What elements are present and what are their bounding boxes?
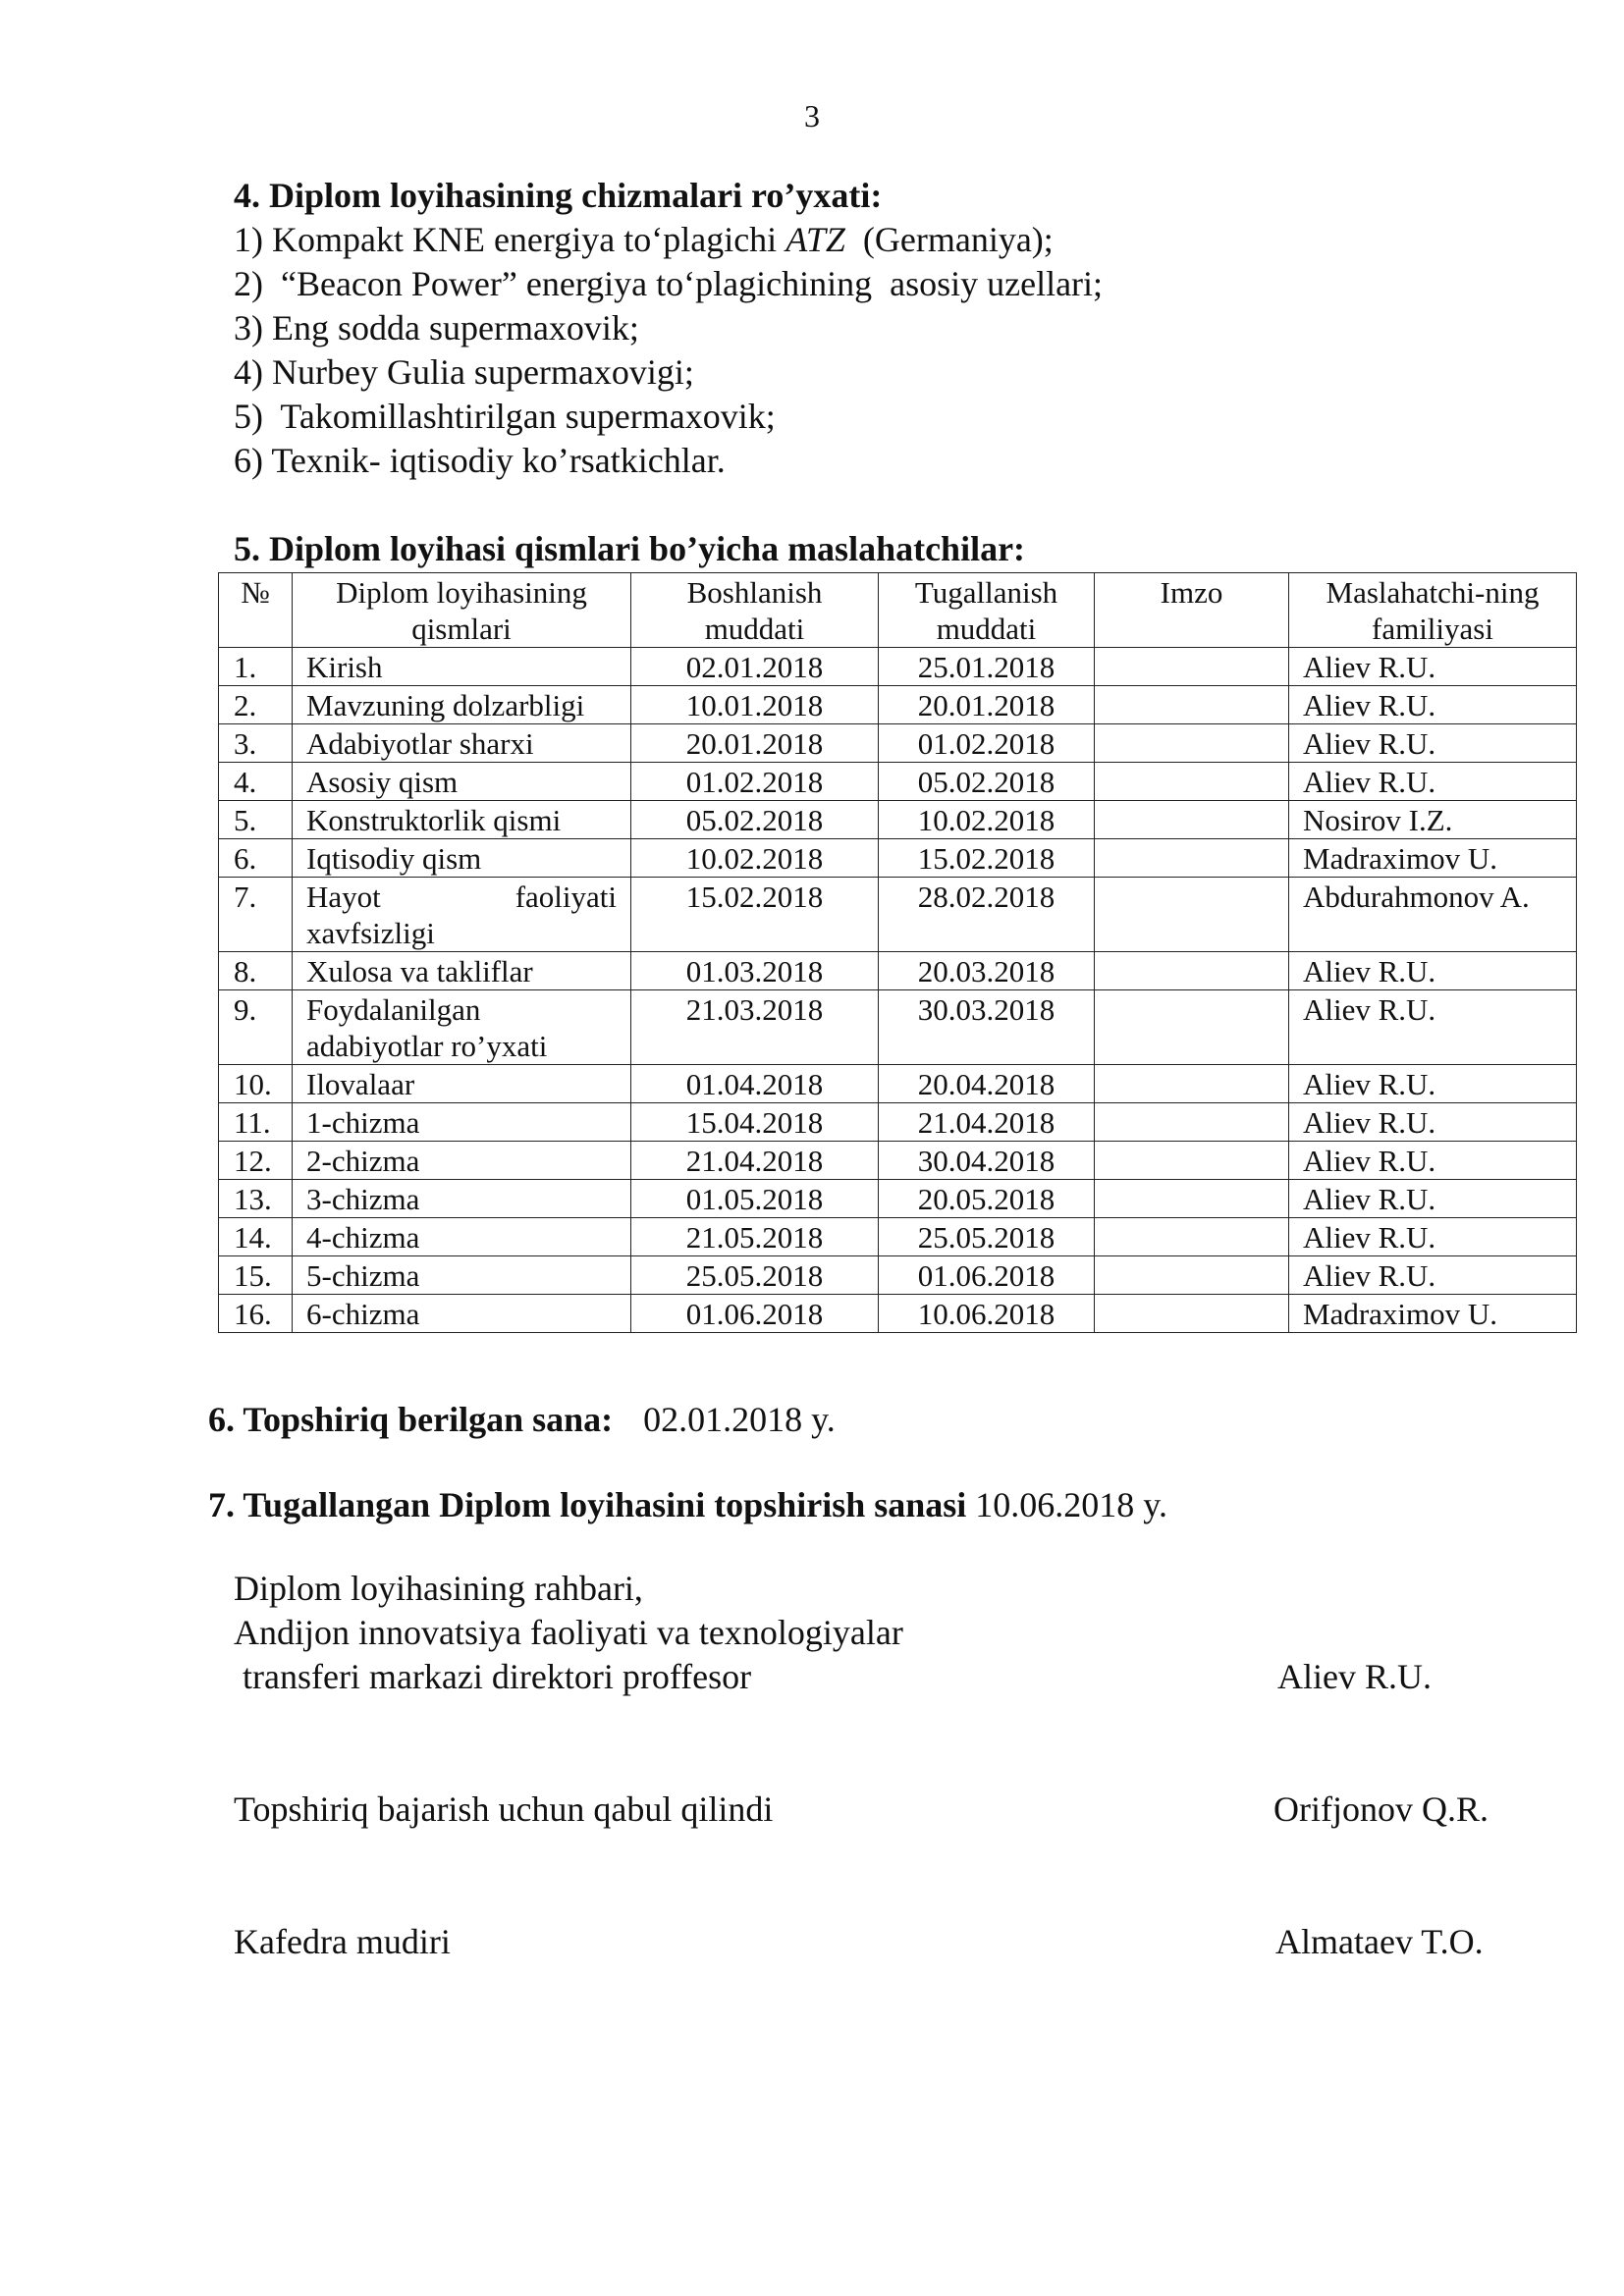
row-part: Xulosa va takliflar bbox=[293, 952, 631, 990]
row-number: 3. bbox=[219, 724, 293, 763]
table-row bbox=[219, 990, 1577, 1065]
row-part: 3-chizma bbox=[293, 1180, 631, 1218]
row-end-date: 20.04.2018 bbox=[879, 1065, 1095, 1103]
row-end-date: 25.01.2018 bbox=[879, 648, 1095, 686]
supervisor-title-1: Diplom loyihasining rahbari, bbox=[234, 1569, 643, 1608]
row-end-date: 21.04.2018 bbox=[879, 1103, 1095, 1142]
table-row bbox=[219, 1218, 1577, 1256]
section-5-title: 5. Diplom loyihasi qismlari bo’yicha maslahatchilar: bbox=[234, 529, 1026, 568]
row-part: Adabiyotlar sharxi bbox=[293, 724, 631, 763]
table-row bbox=[219, 1065, 1577, 1103]
row-consultant: Aliev R.U. bbox=[1289, 648, 1577, 686]
row-start-date: 01.05.2018 bbox=[631, 1180, 879, 1218]
table-row bbox=[219, 801, 1577, 839]
supervisor-title-3: transferi markazi direktori proffesor bbox=[234, 1657, 752, 1696]
row-part: Ilovalaar bbox=[293, 1065, 631, 1103]
row-signature bbox=[1095, 878, 1289, 952]
row-consultant: Madraximov U. bbox=[1289, 839, 1577, 878]
row-consultant: Aliev R.U. bbox=[1289, 1065, 1577, 1103]
header-start: Boshlanish muddati bbox=[631, 573, 879, 648]
row-end-date: 20.05.2018 bbox=[879, 1180, 1095, 1218]
page-number: 3 bbox=[804, 98, 820, 133]
row-consultant: Aliev R.U. bbox=[1289, 1218, 1577, 1256]
table-row bbox=[219, 1142, 1577, 1180]
issue-date-line bbox=[208, 1399, 836, 1440]
row-start-date: 10.02.2018 bbox=[631, 839, 879, 878]
row-signature bbox=[1095, 1180, 1289, 1218]
row-end-date: 30.04.2018 bbox=[879, 1142, 1095, 1180]
row-part: Iqtisodiy qism bbox=[293, 839, 631, 878]
row-end-date: 05.02.2018 bbox=[879, 763, 1095, 801]
consultants-table bbox=[218, 572, 1577, 1333]
row-start-date: 01.04.2018 bbox=[631, 1065, 879, 1103]
row-part: Foydalanilgan adabiyotlar ro’yxati bbox=[293, 990, 631, 1065]
row-number: 6. bbox=[219, 839, 293, 878]
row-part: Asosiy qism bbox=[293, 763, 631, 801]
row-number: 4. bbox=[219, 763, 293, 801]
row-end-date: 01.02.2018 bbox=[879, 724, 1095, 763]
table-row bbox=[219, 952, 1577, 990]
row-part: 4-chizma bbox=[293, 1218, 631, 1256]
row-part: Hayot faoliyati xavfsizligi bbox=[293, 878, 631, 952]
table-row bbox=[219, 648, 1577, 686]
drawing-list-item: 5) Takomillashtirilgan supermaxovik; bbox=[234, 397, 776, 436]
row-consultant: Aliev R.U. bbox=[1289, 686, 1577, 724]
supervisor-title-2: Andijon innovatsiya faoliyati va texnologiyalar bbox=[234, 1613, 903, 1652]
row-start-date: 21.04.2018 bbox=[631, 1142, 879, 1180]
issue-date-label: 6. Topshiriq berilgan sana: bbox=[208, 1400, 614, 1439]
row-number: 1. bbox=[219, 648, 293, 686]
accepted-label: Topshiriq bajarish uchun qabul qilindi bbox=[234, 1789, 774, 1829]
supervisor-name: Aliev R.U. bbox=[1277, 1657, 1432, 1696]
submission-date-line bbox=[208, 1484, 1167, 1525]
row-end-date: 15.02.2018 bbox=[879, 839, 1095, 878]
row-consultant: Aliev R.U. bbox=[1289, 1180, 1577, 1218]
row-start-date: 01.03.2018 bbox=[631, 952, 879, 990]
drawing-list-item: 4) Nurbey Gulia supermaxovigi; bbox=[234, 352, 694, 392]
row-part: 1-chizma bbox=[293, 1103, 631, 1142]
header-consultant: Maslahatchi-ning familiyasi bbox=[1289, 573, 1577, 648]
row-signature bbox=[1095, 801, 1289, 839]
row-number: 15. bbox=[219, 1256, 293, 1295]
row-signature bbox=[1095, 1256, 1289, 1295]
row-number: 2. bbox=[219, 686, 293, 724]
row-start-date: 01.02.2018 bbox=[631, 763, 879, 801]
drawing-list-item: 3) Eng sodda supermaxovik; bbox=[234, 308, 639, 347]
row-end-date: 28.02.2018 bbox=[879, 878, 1095, 952]
row-part: Kirish bbox=[293, 648, 631, 686]
row-signature bbox=[1095, 952, 1289, 990]
row-signature bbox=[1095, 763, 1289, 801]
table-row bbox=[219, 878, 1577, 952]
drawing-list-item: 1) Kompakt KNE energiya to‘plagichi ATZ (Germaniya); bbox=[234, 220, 1054, 259]
header-number: № bbox=[219, 573, 293, 648]
row-start-date: 21.05.2018 bbox=[631, 1218, 879, 1256]
row-start-date: 20.01.2018 bbox=[631, 724, 879, 763]
row-number: 12. bbox=[219, 1142, 293, 1180]
row-start-date: 15.02.2018 bbox=[631, 878, 879, 952]
row-end-date: 25.05.2018 bbox=[879, 1218, 1095, 1256]
row-part: Mavzuning dolzarbligi bbox=[293, 686, 631, 724]
table-row bbox=[219, 763, 1577, 801]
row-number: 5. bbox=[219, 801, 293, 839]
row-signature bbox=[1095, 839, 1289, 878]
row-number: 9. bbox=[219, 990, 293, 1065]
table-header-row bbox=[219, 573, 1577, 648]
row-consultant: Aliev R.U. bbox=[1289, 763, 1577, 801]
department-head-name: Almataev T.O. bbox=[1275, 1922, 1484, 1961]
table-row bbox=[219, 1256, 1577, 1295]
accepted-name: Orifjonov Q.R. bbox=[1273, 1789, 1489, 1829]
submission-date-value: 10.06.2018 y. bbox=[975, 1485, 1167, 1524]
row-signature bbox=[1095, 1103, 1289, 1142]
table-row bbox=[219, 1180, 1577, 1218]
table-row bbox=[219, 839, 1577, 878]
row-signature bbox=[1095, 686, 1289, 724]
row-start-date: 01.06.2018 bbox=[631, 1295, 879, 1333]
drawing-list-item: 2) “Beacon Power” energiya to‘plagichining asosiy uzellari; bbox=[234, 264, 1104, 303]
row-consultant: Madraximov U. bbox=[1289, 1295, 1577, 1333]
row-start-date: 21.03.2018 bbox=[631, 990, 879, 1065]
submission-date-label: 7. Tugallangan Diplom loyihasini topshirish sanasi bbox=[208, 1485, 967, 1524]
row-consultant: Aliev R.U. bbox=[1289, 990, 1577, 1065]
row-consultant: Aliev R.U. bbox=[1289, 1103, 1577, 1142]
row-consultant: Abdurahmonov A. bbox=[1289, 878, 1577, 952]
row-part: 2-chizma bbox=[293, 1142, 631, 1180]
row-part: 5-chizma bbox=[293, 1256, 631, 1295]
table-row bbox=[219, 724, 1577, 763]
row-number: 8. bbox=[219, 952, 293, 990]
row-number: 10. bbox=[219, 1065, 293, 1103]
header-end: Tugallanish muddati bbox=[879, 573, 1095, 648]
row-end-date: 20.01.2018 bbox=[879, 686, 1095, 724]
row-signature bbox=[1095, 648, 1289, 686]
row-number: 13. bbox=[219, 1180, 293, 1218]
row-end-date: 01.06.2018 bbox=[879, 1256, 1095, 1295]
row-end-date: 20.03.2018 bbox=[879, 952, 1095, 990]
row-consultant: Aliev R.U. bbox=[1289, 1142, 1577, 1180]
row-signature bbox=[1095, 1142, 1289, 1180]
section-4-title: 4. Diplom loyihasining chizmalari ro’yxati: bbox=[234, 176, 883, 215]
row-number: 14. bbox=[219, 1218, 293, 1256]
row-start-date: 02.01.2018 bbox=[631, 648, 879, 686]
row-part: Konstruktorlik qismi bbox=[293, 801, 631, 839]
row-number: 7. bbox=[219, 878, 293, 952]
row-start-date: 15.04.2018 bbox=[631, 1103, 879, 1142]
row-end-date: 30.03.2018 bbox=[879, 990, 1095, 1065]
row-signature bbox=[1095, 1295, 1289, 1333]
issue-date-value: 02.01.2018 y. bbox=[643, 1400, 836, 1439]
row-consultant: Aliev R.U. bbox=[1289, 724, 1577, 763]
row-end-date: 10.06.2018 bbox=[879, 1295, 1095, 1333]
header-signature: Imzo bbox=[1095, 573, 1289, 648]
table-row bbox=[219, 1103, 1577, 1142]
table-row bbox=[219, 686, 1577, 724]
row-number: 11. bbox=[219, 1103, 293, 1142]
row-signature bbox=[1095, 1065, 1289, 1103]
row-signature bbox=[1095, 724, 1289, 763]
row-start-date: 05.02.2018 bbox=[631, 801, 879, 839]
row-end-date: 10.02.2018 bbox=[879, 801, 1095, 839]
row-signature bbox=[1095, 990, 1289, 1065]
department-head-label: Kafedra mudiri bbox=[234, 1922, 451, 1961]
row-part: 6-chizma bbox=[293, 1295, 631, 1333]
row-consultant: Aliev R.U. bbox=[1289, 952, 1577, 990]
row-start-date: 25.05.2018 bbox=[631, 1256, 879, 1295]
row-number: 16. bbox=[219, 1295, 293, 1333]
drawing-list-item: 6) Texnik- iqtisodiy ko’rsatkichlar. bbox=[234, 441, 726, 480]
header-part: Diplom loyihasining qismlari bbox=[293, 573, 631, 648]
row-consultant: Aliev R.U. bbox=[1289, 1256, 1577, 1295]
row-signature bbox=[1095, 1218, 1289, 1256]
row-consultant: Nosirov I.Z. bbox=[1289, 801, 1577, 839]
table-row bbox=[219, 1295, 1577, 1333]
row-start-date: 10.01.2018 bbox=[631, 686, 879, 724]
